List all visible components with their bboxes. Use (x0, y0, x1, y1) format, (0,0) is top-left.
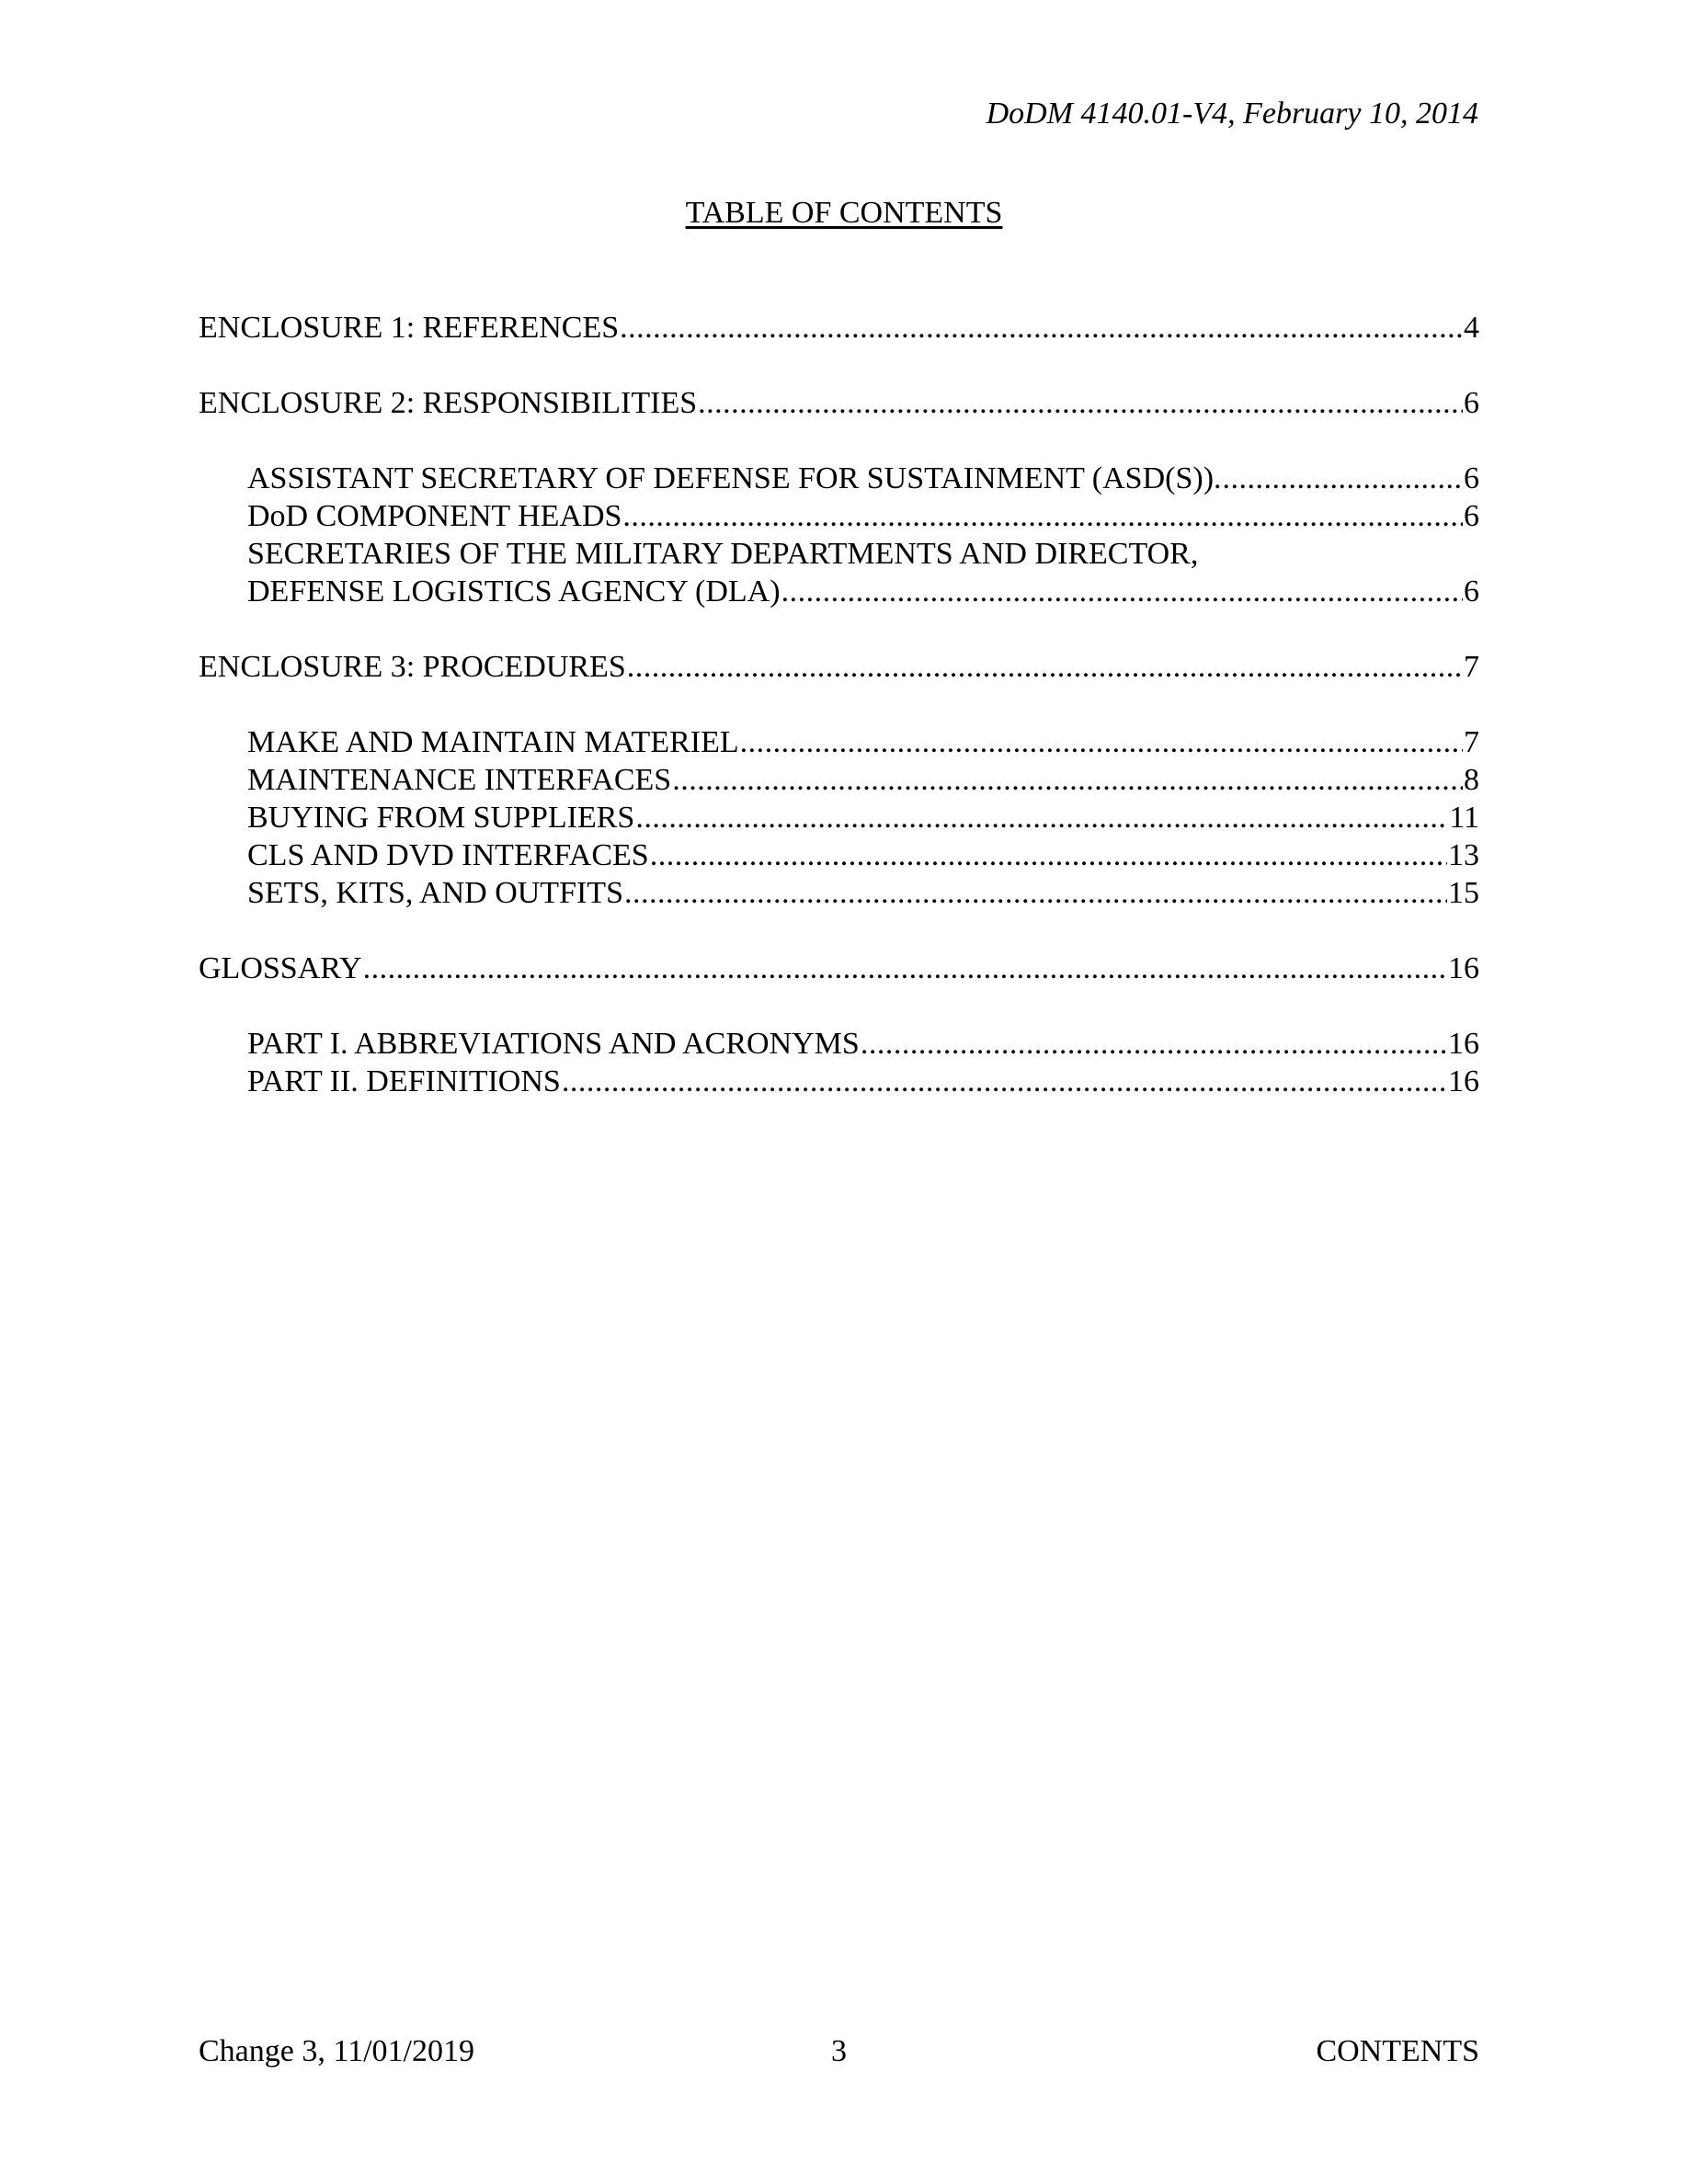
toc-entry-page: 8 (1464, 763, 1479, 797)
toc-entry-label-line-1: SECRETARIES OF THE MILITARY DEPARTMENTS AND DIRECTOR, (247, 537, 1199, 571)
toc-entry-label: MAINTENANCE INTERFACES (247, 763, 672, 797)
toc-entry-responsibilities[interactable] (199, 384, 1479, 422)
toc-entry-label: PART II. DEFINITIONS (247, 1064, 561, 1098)
dot-leader (698, 384, 1463, 422)
toc-entry-page: 15 (1448, 876, 1479, 910)
toc-entry-references[interactable] (199, 309, 1479, 347)
toc-entry-page: 13 (1448, 838, 1479, 872)
toc-entry-label: GLOSSARY (199, 951, 362, 985)
dot-leader (740, 723, 1463, 761)
dot-leader (672, 761, 1463, 799)
toc-entry-dod-component-heads[interactable] (247, 497, 1479, 535)
footer-page-number: 3 (831, 2034, 847, 2068)
toc-entry-glossary[interactable] (199, 950, 1479, 987)
toc-entry-secretaries-dla[interactable] (247, 535, 1479, 610)
dot-leader (562, 1063, 1447, 1100)
toc-entry-label: SETS, KITS, AND OUTFITS (247, 876, 623, 910)
toc-entry-cls-and-dvd-interfaces[interactable] (247, 836, 1479, 874)
toc-section-enclosure-3 (199, 648, 1479, 912)
toc-entry-label: DoD COMPONENT HEADS (247, 499, 622, 533)
toc-entry-maintenance-interfaces[interactable] (247, 761, 1479, 799)
toc-section-enclosure-2 (199, 384, 1479, 610)
dot-leader (781, 573, 1463, 610)
toc-entry-make-and-maintain-materiel[interactable] (247, 723, 1479, 761)
dot-leader (861, 1025, 1447, 1063)
toc-entry-page: 6 (1464, 574, 1479, 609)
toc-subentries (199, 1025, 1479, 1100)
footer-section-name: CONTENTS (1316, 2034, 1479, 2068)
toc-entry-label: ENCLOSURE 2: RESPONSIBILITIES (199, 386, 698, 420)
toc-entry-label: MAKE AND MAINTAIN MATERIEL (247, 725, 739, 759)
toc-entry-label: BUYING FROM SUPPLIERS (247, 801, 635, 835)
dot-leader (624, 874, 1447, 912)
toc-entry-buying-from-suppliers[interactable] (247, 799, 1479, 836)
toc-entry-label: ENCLOSURE 3: PROCEDURES (199, 650, 626, 684)
dot-leader (622, 497, 1463, 535)
toc-title (0, 196, 1688, 231)
toc-entry-page: 11 (1449, 801, 1479, 835)
toc-entry-label: CLS AND DVD INTERFACES (247, 838, 649, 872)
dot-leader (363, 950, 1447, 987)
toc-entry-sets-kits-outfits[interactable] (247, 874, 1479, 912)
dot-leader (635, 799, 1448, 836)
toc-entry-label-line-2 (247, 573, 1479, 610)
toc-entry-asd-s[interactable] (247, 460, 1479, 497)
toc-entry-page: 7 (1464, 650, 1479, 684)
dot-leader (1223, 460, 1463, 497)
toc-entry-page: 16 (1448, 1064, 1479, 1098)
toc-entry-page: 4 (1464, 311, 1479, 345)
toc-entry-label: ASSISTANT SECRETARY OF DEFENSE FOR SUSTAINMENT (ASD(S)). (247, 461, 1222, 495)
toc-section-enclosure-1 (199, 309, 1479, 347)
toc-entry-page: 6 (1464, 461, 1479, 495)
toc-entry-abbreviations-and-acronyms[interactable] (247, 1025, 1479, 1063)
toc-subentries (199, 723, 1479, 912)
toc-entry-page: 6 (1464, 386, 1479, 420)
toc-section-glossary (199, 950, 1479, 1100)
page-footer (199, 2034, 1479, 2072)
toc-entry-page: 16 (1448, 951, 1479, 985)
toc-entry-label: DEFENSE LOGISTICS AGENCY (DLA) (247, 574, 781, 609)
toc-title-text: TABLE OF CONTENTS (685, 196, 1003, 230)
toc-entry-page: 16 (1448, 1027, 1479, 1061)
toc-entry-page: 6 (1464, 499, 1479, 533)
document-header: DoDM 4140.01-V4, February 10, 2014 (986, 97, 1478, 131)
toc-entry-page: 7 (1464, 725, 1479, 759)
toc-entry-procedures[interactable] (199, 648, 1479, 686)
toc-entry-label: PART I. ABBREVIATIONS AND ACRONYMS (247, 1027, 860, 1061)
toc-entry-definitions[interactable] (247, 1063, 1479, 1100)
table-of-contents (199, 309, 1479, 1138)
toc-subentries (199, 460, 1479, 610)
dot-leader (620, 309, 1463, 347)
toc-entry-label: ENCLOSURE 1: REFERENCES (199, 311, 620, 345)
dot-leader (627, 648, 1463, 686)
dot-leader (650, 836, 1447, 874)
footer-change-notice: Change 3, 11/01/2019 (199, 2034, 474, 2068)
